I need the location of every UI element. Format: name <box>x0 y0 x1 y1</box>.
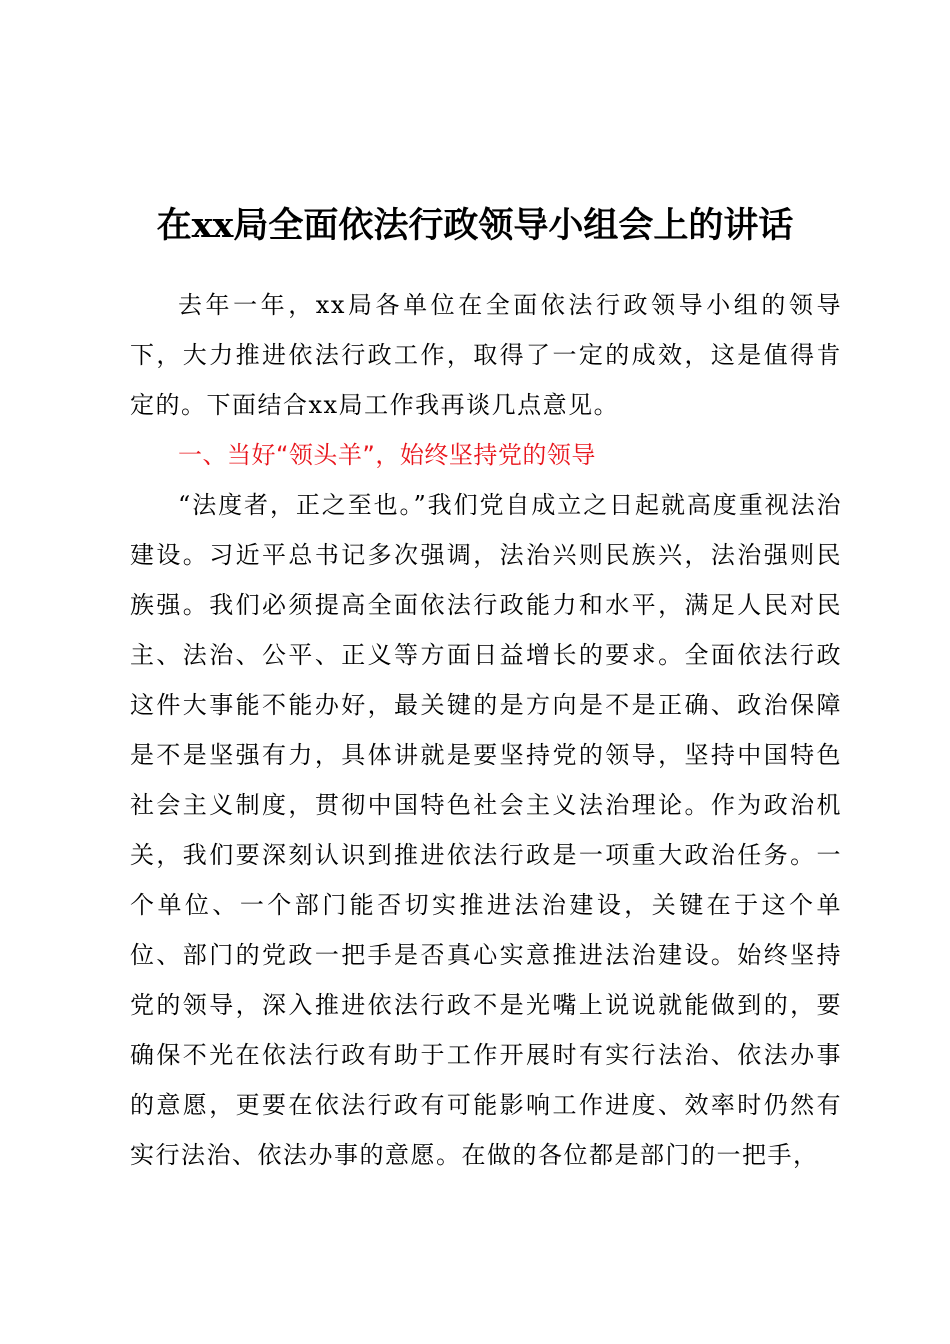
document-title: 在xx局全面依法行政领导小组会上的讲话 <box>156 205 794 246</box>
section-heading-1: 一、当好“领头羊”，始终坚持党的领导 <box>178 441 596 469</box>
paragraph-section-1: “法度者，正之至也。”我们党自成立之日起就高度重视法治建设。习近平总书记多次强调，法治兴则民族兴，法治强则民族强。我们必须提高全面依法行政能力和水平，满足人民对民主、法治、公平、正义等方面日益增长的要求。全面依法行政这件大事能不能办好，最关键的是方向是不是正确、政治保障是不是坚强有力，具体讲就是要坚持党的领导，坚持中国特色社会主义制度，贯彻中国特色社会主义法治理论。作为政治机关，我们要深刻认识到推进依法行政是一项重大政治任务。一个单位、一个部门能否切实推进法治建设，关键在于这个单位、部门的党政一把手是否真心实意推进法治建设。始终坚持党的领导，深入推进依法行政不是光嘴上说说就能做到的，要确保不光在依法行政有助于工作开展时有实行法治、依法办事的意愿，更要在依法行政有可能影响工作进度、效率时仍然有实行法治、依法办事的意愿。在做的各位都是部门的一把手， <box>130 491 842 1169</box>
document-body <box>130 280 842 1180</box>
paragraph-intro: 去年一年，xx局各单位在全面依法行政领导小组的领导下，大力推进依法行政工作，取得了一定的成效，这是值得肯定的。下面结合xx局工作我再谈几点意见。 <box>130 291 842 419</box>
